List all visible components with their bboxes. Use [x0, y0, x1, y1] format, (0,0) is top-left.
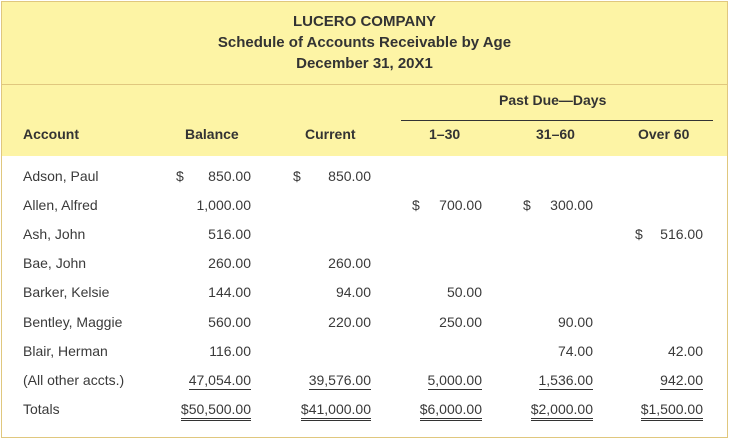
amount-over-60 — [660, 371, 703, 389]
amount-current — [336, 283, 371, 301]
aging-schedule-table — [1, 1, 728, 438]
amount-value: 220.00 — [328, 314, 371, 330]
total-d31-60 — [531, 400, 593, 418]
amount-value: 560.00 — [208, 314, 251, 330]
dollar-sign: $ — [523, 197, 531, 213]
amount-balance — [208, 167, 251, 185]
amount-value: 942.00 — [660, 372, 703, 388]
account-name: Blair, Herman — [23, 343, 108, 359]
dollar-sign: $ — [635, 226, 643, 242]
account-name: (All other accts.) — [23, 372, 125, 388]
account-name: Ash, John — [23, 226, 86, 242]
amount-balance — [208, 313, 251, 331]
amount-value: 250.00 — [439, 314, 482, 330]
amount-value: 300.00 — [550, 197, 593, 213]
total-value: $6,000.00 — [420, 401, 482, 421]
amount-value: 260.00 — [208, 255, 251, 271]
amount-balance — [189, 371, 251, 389]
header-current: Current — [305, 126, 356, 142]
total-value: $2,000.00 — [531, 401, 593, 421]
amount-current — [328, 254, 371, 272]
amount-d1-30 — [439, 313, 482, 331]
amount-d31-60 — [558, 313, 593, 331]
amount-value: 850.00 — [208, 168, 251, 184]
account-name: Bae, John — [23, 255, 87, 271]
amount-balance — [208, 283, 251, 301]
amount-current — [328, 313, 371, 331]
total-value: $41,000.00 — [301, 401, 371, 421]
amount-d31-60 — [550, 196, 593, 214]
amount-value: 90.00 — [557, 314, 593, 330]
total-balance — [181, 400, 251, 418]
dollar-sign: $ — [176, 168, 184, 184]
amount-value: 144.00 — [208, 284, 251, 300]
totals-label: Totals — [23, 401, 60, 417]
amount-value: 47,054.00 — [188, 372, 251, 388]
amount-value: 74.00 — [557, 343, 593, 359]
amount-value: 39,576.00 — [308, 372, 371, 388]
schedule-date: December 31, 20X1 — [296, 55, 433, 72]
amount-over-60 — [668, 342, 703, 360]
header-over-60: Over 60 — [638, 126, 690, 142]
past-due-rule — [401, 120, 713, 121]
header-1-30: 1–30 — [429, 126, 461, 142]
amount-d1-30 — [447, 283, 482, 301]
dollar-sign: $ — [293, 168, 301, 184]
amount-value: 1,536.00 — [538, 372, 593, 388]
amount-value: 42.00 — [667, 343, 703, 359]
dollar-sign: $ — [412, 197, 420, 213]
amount-balance — [209, 342, 251, 360]
amount-d1-30 — [439, 196, 482, 214]
total-value: $1,500.00 — [641, 401, 703, 421]
amount-value: 700.00 — [439, 197, 482, 213]
amount-value: 94.00 — [335, 284, 371, 300]
header-31-60: 31–60 — [536, 126, 575, 142]
header-balance: Balance — [185, 126, 239, 142]
amount-balance — [197, 196, 252, 214]
account-name: Barker, Kelsie — [23, 284, 110, 300]
amount-value: 1,000.00 — [196, 197, 251, 213]
total-d1-30 — [420, 400, 482, 418]
company-name: LUCERO COMPANY — [292, 13, 437, 30]
amount-current — [328, 167, 371, 185]
amount-value: 516.00 — [660, 226, 703, 242]
amount-balance — [208, 225, 251, 243]
amount-value: 516.00 — [208, 226, 251, 242]
schedule-title: Schedule of Accounts Receivable by Age — [217, 34, 512, 51]
amount-value: 5,000.00 — [427, 372, 482, 388]
amount-value: 850.00 — [328, 168, 371, 184]
total-over-60 — [641, 400, 703, 418]
account-name: Allen, Alfred — [23, 197, 98, 213]
past-due-group-header: Past Due—Days — [499, 92, 607, 108]
amount-value: 116.00 — [209, 343, 251, 359]
header-account: Account — [23, 126, 79, 142]
amount-d31-60 — [558, 342, 593, 360]
amount-d1-30 — [428, 371, 483, 389]
account-name: Bentley, Maggie — [23, 314, 123, 330]
amount-balance — [208, 254, 251, 272]
amount-d31-60 — [539, 371, 594, 389]
amount-over-60 — [660, 225, 703, 243]
amount-value: 260.00 — [328, 255, 371, 271]
total-current — [301, 400, 371, 418]
amount-value: 50.00 — [446, 284, 482, 300]
account-name: Adson, Paul — [23, 168, 99, 184]
total-value: $50,500.00 — [181, 401, 251, 421]
title-block — [2, 2, 727, 85]
amount-current — [309, 371, 371, 389]
